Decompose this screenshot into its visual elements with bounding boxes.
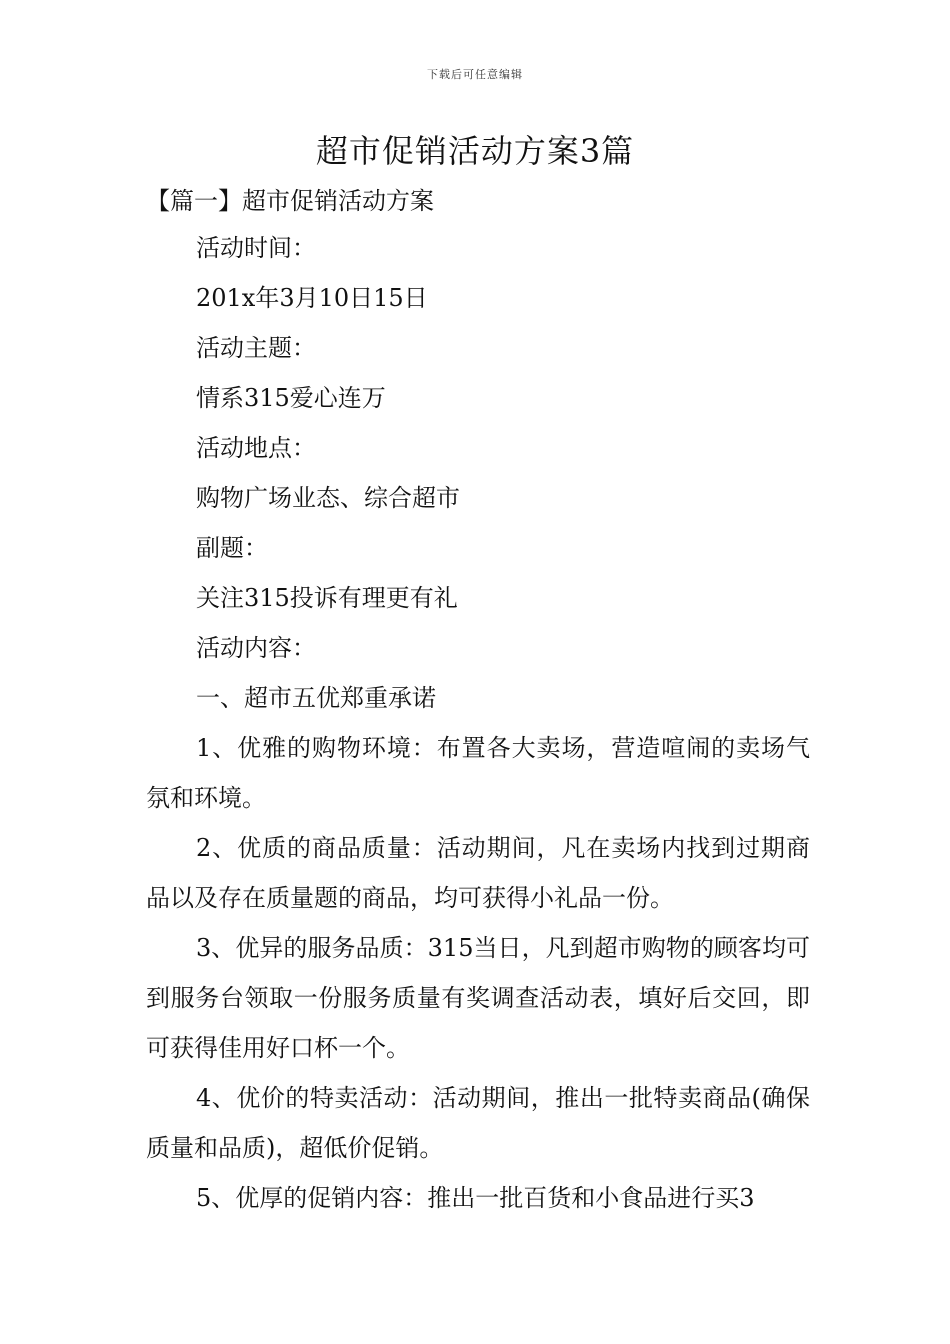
label-activity-location: 活动地点： xyxy=(196,434,316,462)
section-heading: 【篇一】超市促销活动方案 xyxy=(146,187,434,215)
paragraph-item-3: 3、优异的服务品质：315当日，凡到超市购物的顾客均可到服务台领取一份服务质量有奖调查活动表，填好后交回，即可获得佳用好口杯一个。 xyxy=(146,934,810,1062)
document-body xyxy=(146,223,810,1223)
label-subtitle: 副题： xyxy=(196,534,268,562)
label-activity-content: 活动内容： xyxy=(196,634,316,662)
value-activity-theme: 情系315爱心连万 xyxy=(196,384,386,412)
label-activity-time: 活动时间： xyxy=(196,234,316,262)
paragraph-item-1: 1、优雅的购物环境：布置各大卖场，营造喧闹的卖场气氛和环境。 xyxy=(146,734,810,812)
paragraph-item-4: 4、优价的特卖活动：活动期间，推出一批特卖商品(确保质量和品质)，超低价促销。 xyxy=(146,1084,810,1162)
value-activity-time: 201x年3月10日15日 xyxy=(196,284,428,312)
paragraph-item-2: 2、优质的商品质量：活动期间，凡在卖场内找到过期商品以及存在质量题的商品，均可获得小礼品一份。 xyxy=(146,834,810,912)
value-subtitle: 关注315投诉有理更有礼 xyxy=(196,584,458,612)
content-section-heading: 一、超市五优郑重承诺 xyxy=(196,684,436,712)
value-activity-location: 购物广场业态、综合超市 xyxy=(196,484,460,512)
label-activity-theme: 活动主题： xyxy=(196,334,316,362)
header-note: 下载后可任意编辑 xyxy=(427,68,523,81)
paragraph-item-5: 5、优厚的促销内容：推出一批百货和小食品进行买3 xyxy=(196,1184,755,1212)
document-title: 超市促销活动方案3篇 xyxy=(315,132,635,170)
